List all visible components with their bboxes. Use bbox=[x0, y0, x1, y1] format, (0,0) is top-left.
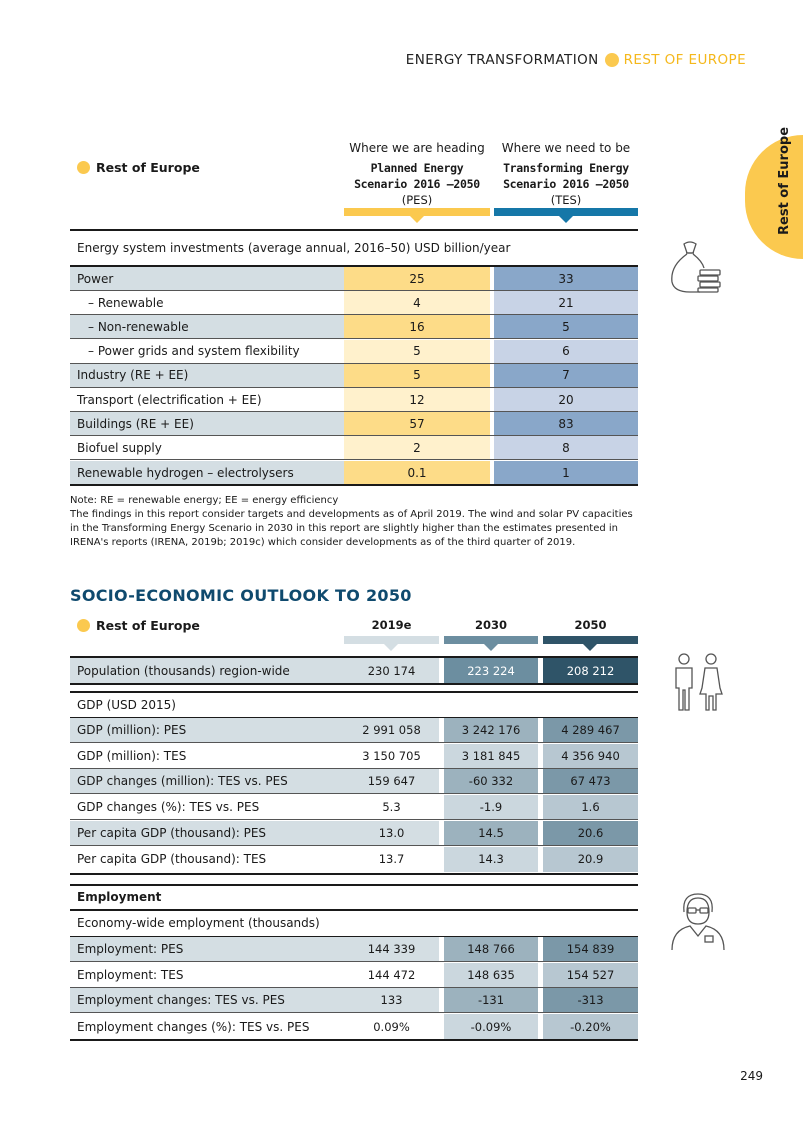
worker-icon bbox=[668, 890, 728, 952]
row-label: Employment: PES bbox=[70, 937, 344, 961]
investment-row bbox=[70, 364, 638, 388]
value-2030: 3 242 176 bbox=[444, 718, 538, 742]
year-header-2030: 2030 bbox=[474, 618, 507, 632]
value-2050: 67 473 bbox=[543, 769, 638, 793]
employment-row bbox=[70, 937, 638, 962]
row-label: GDP (million): PES bbox=[70, 718, 344, 742]
pes-value: 4 bbox=[344, 291, 490, 314]
row-label: Per capita GDP (thousand): PES bbox=[70, 821, 344, 845]
tes-value: 5 bbox=[494, 315, 638, 338]
pes-bar-pointer bbox=[410, 216, 424, 223]
money-bag-icon bbox=[664, 236, 724, 296]
socio-section-title: SOCIO-ECONOMIC OUTLOOK TO 2050 bbox=[70, 586, 412, 605]
tes-value: 7 bbox=[494, 364, 638, 387]
header-region: REST OF EUROPE bbox=[623, 52, 746, 68]
tes-value: 33 bbox=[494, 267, 638, 290]
divider bbox=[70, 691, 638, 693]
tes-head-line4: (TES) bbox=[550, 193, 582, 207]
value-2030: -0.09% bbox=[444, 1014, 538, 1039]
legend-label: Rest of Europe bbox=[96, 618, 200, 633]
pes-value: 25 bbox=[344, 267, 490, 290]
year-bar-pointer bbox=[484, 644, 498, 651]
value-2050: 154 839 bbox=[543, 937, 638, 961]
population-2019e: 230 174 bbox=[344, 658, 439, 683]
pes-value: 16 bbox=[344, 315, 490, 338]
population-2050: 208 212 bbox=[543, 658, 638, 683]
population-2030: 223 224 bbox=[444, 658, 538, 683]
gdp-row bbox=[70, 718, 638, 743]
value-2050: 4 289 467 bbox=[543, 718, 638, 742]
gdp-row bbox=[70, 821, 638, 846]
value-2030: 148 766 bbox=[444, 937, 538, 961]
tes-bar-pointer bbox=[559, 216, 573, 223]
value-2030: 148 635 bbox=[444, 963, 538, 987]
legend-dot-icon bbox=[77, 161, 90, 174]
value-2019e: 0.09% bbox=[344, 1014, 439, 1039]
pes-value: 5 bbox=[344, 340, 490, 363]
tes-head-line1: Where we need to be bbox=[501, 141, 631, 155]
row-label: Employment changes (%): TES vs. PES bbox=[70, 1014, 344, 1039]
divider bbox=[70, 683, 638, 685]
pes-value: 2 bbox=[344, 436, 490, 459]
employment-subtitle: Economy-wide employment (thousands) bbox=[77, 916, 320, 930]
tes-value: 21 bbox=[494, 291, 638, 314]
value-2050: 20.6 bbox=[543, 821, 638, 845]
divider bbox=[70, 884, 638, 886]
investment-label: – Renewable bbox=[70, 291, 344, 314]
value-2050: 4 356 940 bbox=[543, 744, 638, 768]
divider bbox=[70, 909, 638, 911]
value-2019e: 144 339 bbox=[344, 937, 439, 961]
employment-row bbox=[70, 988, 638, 1013]
value-2019e: 144 472 bbox=[344, 963, 439, 987]
employment-title: Employment bbox=[77, 890, 162, 904]
investments-legend bbox=[77, 160, 200, 175]
investment-row bbox=[70, 291, 638, 315]
value-2030: -131 bbox=[444, 988, 538, 1012]
pes-head-line1: Where we are heading bbox=[349, 141, 485, 155]
employment-row bbox=[70, 963, 638, 988]
investment-label: Buildings (RE + EE) bbox=[70, 412, 344, 435]
divider bbox=[70, 1039, 638, 1041]
investment-label: Industry (RE + EE) bbox=[70, 364, 344, 387]
value-2019e: 13.7 bbox=[344, 847, 439, 872]
note-abbreviations: Note: RE = renewable energy; EE = energy efficiency bbox=[70, 495, 339, 506]
value-2019e: 159 647 bbox=[344, 769, 439, 793]
value-2030: 14.5 bbox=[444, 821, 538, 845]
year-header-2019e: 2019e bbox=[371, 618, 412, 632]
tes-value: 20 bbox=[494, 388, 638, 411]
side-tab-label: Rest of Europe bbox=[777, 126, 792, 235]
gdp-row bbox=[70, 744, 638, 769]
year-header-2050: 2050 bbox=[574, 618, 607, 632]
people-icon bbox=[668, 652, 728, 714]
header-dot-icon bbox=[605, 53, 619, 67]
page-number: 249 bbox=[740, 1069, 763, 1083]
gdp-title: GDP (USD 2015) bbox=[77, 698, 176, 712]
tes-column-header bbox=[494, 140, 638, 208]
page-header bbox=[406, 52, 746, 68]
tes-value: 8 bbox=[494, 436, 638, 459]
value-2030: 14.3 bbox=[444, 847, 538, 872]
population-label: Population (thousands) region-wide bbox=[70, 658, 344, 683]
tes-value: 1 bbox=[494, 461, 638, 485]
value-2050: 154 527 bbox=[543, 963, 638, 987]
pes-value: 5 bbox=[344, 364, 490, 387]
year-bar-2030 bbox=[444, 636, 538, 644]
value-2019e: 133 bbox=[344, 988, 439, 1012]
investment-row bbox=[70, 340, 638, 364]
legend-label: Rest of Europe bbox=[96, 160, 200, 175]
value-2050: 20.9 bbox=[543, 847, 638, 872]
investments-note bbox=[70, 494, 640, 550]
pes-value: 0.1 bbox=[344, 461, 490, 485]
investment-label: Renewable hydrogen – electrolysers bbox=[70, 461, 344, 485]
gdp-row bbox=[70, 847, 638, 872]
header-section: ENERGY TRANSFORMATION bbox=[405, 52, 599, 68]
investment-row bbox=[70, 315, 638, 339]
year-bar-pointer bbox=[583, 644, 597, 651]
tes-head-line3: Scenario 2016 –2050 bbox=[503, 177, 629, 191]
value-2019e: 5.3 bbox=[344, 795, 439, 819]
tes-value: 6 bbox=[494, 340, 638, 363]
value-2019e: 13.0 bbox=[344, 821, 439, 845]
pes-head-line2: Planned Energy bbox=[370, 161, 464, 175]
row-label: Per capita GDP (thousand): TES bbox=[70, 847, 344, 872]
pes-header-bar bbox=[344, 208, 490, 216]
tes-head-line2: Transforming Energy bbox=[503, 161, 629, 175]
row-label: GDP changes (million): TES vs. PES bbox=[70, 769, 344, 793]
investment-row bbox=[70, 436, 638, 460]
investment-label: Power bbox=[70, 267, 344, 290]
value-2050: 1.6 bbox=[543, 795, 638, 819]
note-findings: The findings in this report consider targets and developments as of April 2019. The wind and solar PV capacities in the Transforming Energy Scenario in 2030 in this report are slightly higher than the estimates presented in IRENA's reports (IRENA, 2019b; 2019c) which consider developments as of the third quarter of 2019. bbox=[70, 509, 633, 548]
investment-label: Biofuel supply bbox=[70, 436, 344, 459]
year-bar-pointer bbox=[384, 644, 398, 651]
row-label: GDP changes (%): TES vs. PES bbox=[70, 795, 344, 819]
investment-label: – Power grids and system flexibility bbox=[70, 340, 344, 363]
tes-value: 83 bbox=[494, 412, 638, 435]
pes-value: 57 bbox=[344, 412, 490, 435]
divider bbox=[70, 229, 638, 231]
pes-column-header bbox=[344, 140, 490, 208]
pes-head-line4: (PES) bbox=[401, 193, 433, 207]
investment-row bbox=[70, 461, 638, 485]
investment-label: Transport (electrification + EE) bbox=[70, 388, 344, 411]
pes-head-line3: Scenario 2016 –2050 bbox=[354, 177, 480, 191]
value-2019e: 2 991 058 bbox=[344, 718, 439, 742]
population-row bbox=[70, 658, 638, 683]
region-side-tab bbox=[745, 126, 803, 259]
value-2019e: 3 150 705 bbox=[344, 744, 439, 768]
employment-row bbox=[70, 1014, 638, 1039]
investment-row bbox=[70, 267, 638, 291]
gdp-row bbox=[70, 769, 638, 794]
divider bbox=[70, 484, 638, 486]
row-label: GDP (million): TES bbox=[70, 744, 344, 768]
investments-title: Energy system investments (average annual, 2016–50) USD billion/year bbox=[77, 241, 511, 255]
pes-value: 12 bbox=[344, 388, 490, 411]
row-label: Employment changes: TES vs. PES bbox=[70, 988, 344, 1012]
investment-row bbox=[70, 412, 638, 436]
legend-dot-icon bbox=[77, 619, 90, 632]
value-2030: -1.9 bbox=[444, 795, 538, 819]
row-label: Employment: TES bbox=[70, 963, 344, 987]
value-2030: 3 181 845 bbox=[444, 744, 538, 768]
year-bar-2050 bbox=[543, 636, 638, 644]
value-2030: -60 332 bbox=[444, 769, 538, 793]
investment-label: – Non-renewable bbox=[70, 315, 344, 338]
tes-header-bar bbox=[494, 208, 638, 216]
year-bar-2019e bbox=[344, 636, 439, 644]
socio-legend bbox=[77, 618, 200, 633]
divider bbox=[70, 873, 638, 875]
investment-row bbox=[70, 388, 638, 412]
value-2050: -313 bbox=[543, 988, 638, 1012]
value-2050: -0.20% bbox=[543, 1014, 638, 1039]
gdp-row bbox=[70, 795, 638, 820]
